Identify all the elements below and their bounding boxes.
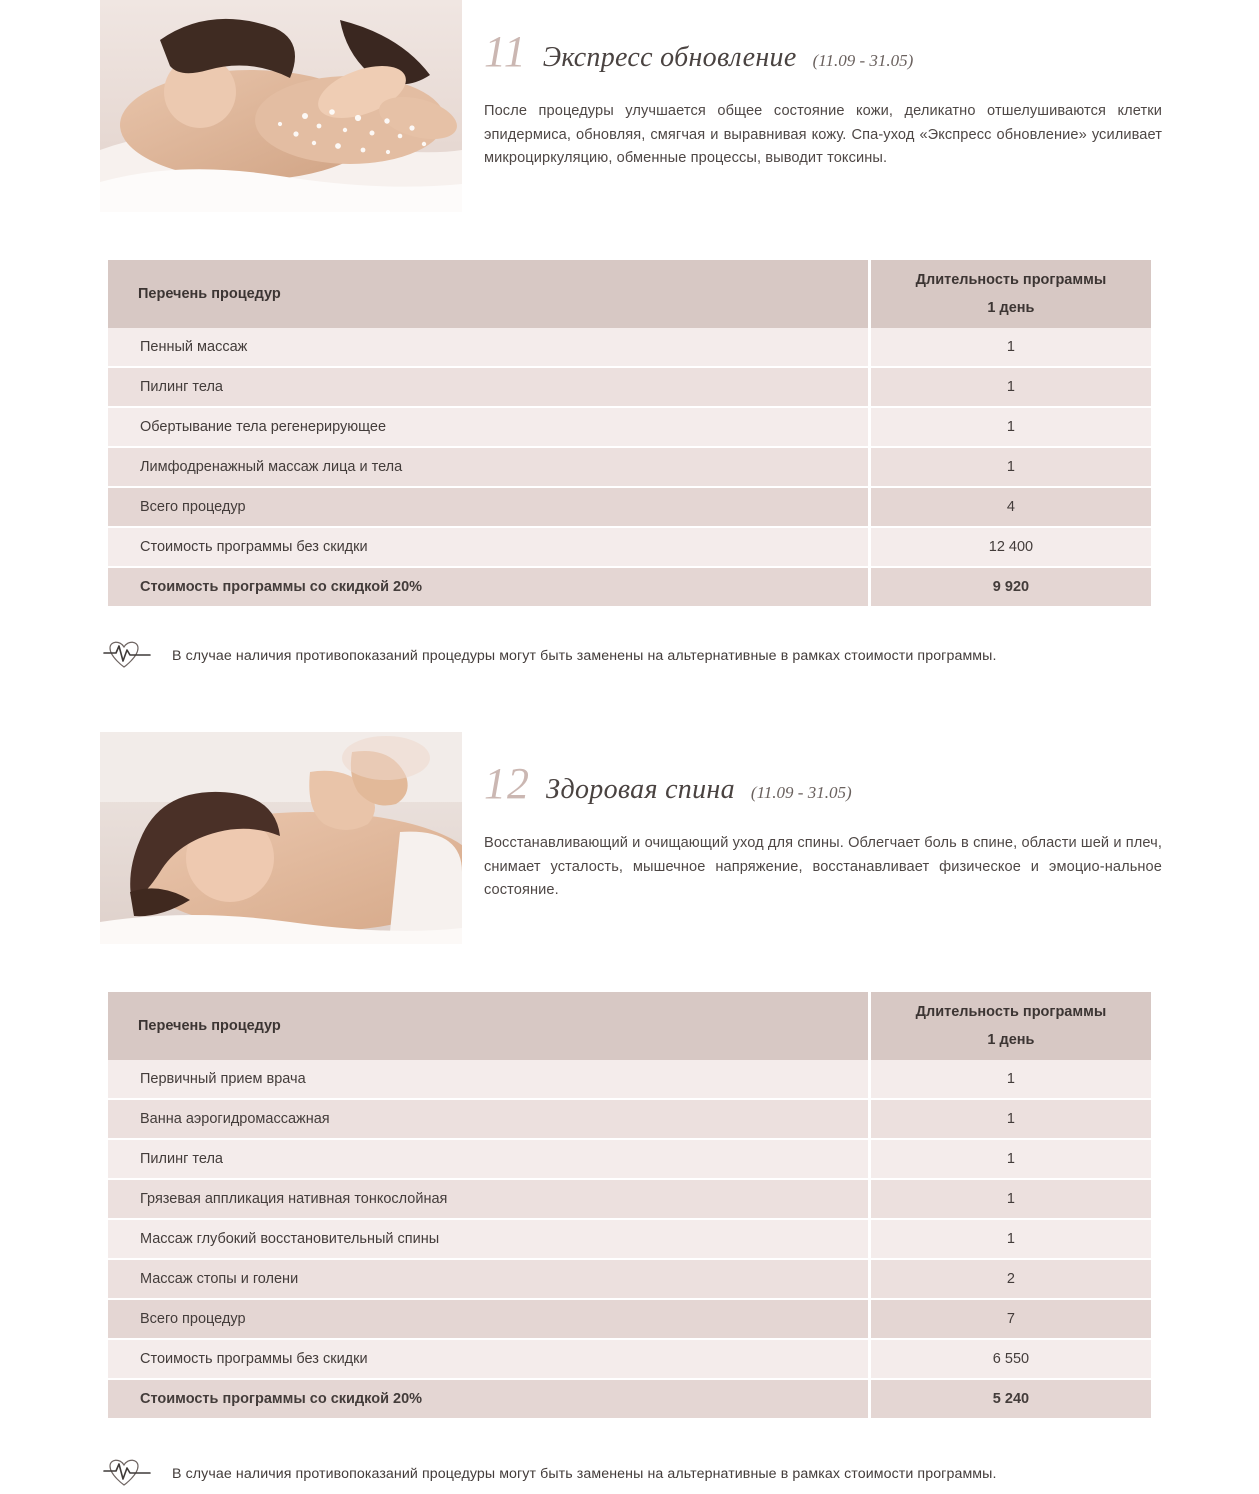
price-value: 12 400 xyxy=(869,527,1151,567)
procedure-count: 1 xyxy=(869,1179,1151,1219)
procedure-count: 1 xyxy=(869,1139,1151,1179)
procedure-name: Массаж стопы и голени xyxy=(108,1259,869,1299)
disclaimer-text: В случае наличия противопоказаний процедуры могут быть заменены на альтернативные в рамках стоимости программы. xyxy=(172,648,997,664)
procedure-name: Лимфодренажный массаж лица и тела xyxy=(108,447,869,487)
discount-value: 9 920 xyxy=(869,567,1151,606)
procedure-count: 1 xyxy=(869,1219,1151,1259)
table-row xyxy=(108,447,1151,487)
table-row xyxy=(108,1139,1151,1179)
disclaimer-note-12 xyxy=(100,1454,1259,1494)
disclaimer-note-11 xyxy=(100,636,1259,676)
col-duration-sub: 1 день xyxy=(869,1026,1151,1060)
procedure-count: 1 xyxy=(869,367,1151,407)
program-title-line xyxy=(484,27,1162,76)
col-procedures: Перечень процедур xyxy=(108,260,869,328)
table-row xyxy=(108,1099,1151,1139)
table-row xyxy=(108,1060,1151,1099)
table-row xyxy=(108,1179,1151,1219)
table-row-price xyxy=(108,527,1151,567)
table-row xyxy=(108,1219,1151,1259)
procedure-name: Пилинг тела xyxy=(108,367,869,407)
program-number: 12 xyxy=(484,759,530,808)
procedures-table xyxy=(108,260,1151,606)
procedures-table xyxy=(108,992,1151,1418)
table-row-price xyxy=(108,1339,1151,1379)
page-title: Экспресс обновление xyxy=(542,42,797,73)
procedures-table-wrap-12 xyxy=(108,992,1151,1418)
table-header-row xyxy=(108,260,1151,294)
heartbeat-icon xyxy=(100,1454,162,1494)
table-row xyxy=(108,328,1151,367)
procedure-count: 1 xyxy=(869,407,1151,447)
program-description: Восстанавливающий и очищающий уход для спины. Облегчает боль в спине, области шей и плеч, снимает усталость, мышечное напряжение, восстанавливает физическое и эмоцио-нальное состояние. xyxy=(484,835,1162,899)
price-label: Стоимость программы без скидки xyxy=(108,527,869,567)
table-row-total xyxy=(108,1299,1151,1339)
table-row-total xyxy=(108,487,1151,527)
program-header xyxy=(0,732,1259,944)
disclaimer-text: В случае наличия противопоказаний процедуры могут быть заменены на альтернативные в рамках стоимости программы. xyxy=(172,1466,997,1482)
price-value: 6 550 xyxy=(869,1339,1151,1379)
table-row-discount xyxy=(108,1379,1151,1418)
col-procedures: Перечень процедур xyxy=(108,992,869,1060)
procedure-count: 2 xyxy=(869,1259,1151,1299)
program-block-11 xyxy=(0,0,1259,676)
page-title: Здоровая спина xyxy=(546,774,735,805)
total-value: 4 xyxy=(869,487,1151,527)
col-duration-sub: 1 день xyxy=(869,294,1151,328)
program-photo-12 xyxy=(100,732,462,944)
discount-value: 5 240 xyxy=(869,1379,1151,1418)
col-duration: Длительность программы xyxy=(869,260,1151,294)
table-row xyxy=(108,407,1151,447)
total-value: 7 xyxy=(869,1299,1151,1339)
program-dates: (11.09 - 31.05) xyxy=(750,783,852,802)
procedure-name: Обертывание тела регенерирующее xyxy=(108,407,869,447)
table-row xyxy=(108,1259,1151,1299)
heartbeat-icon xyxy=(100,636,162,676)
program-block-12 xyxy=(0,732,1259,1494)
section-spacer xyxy=(0,676,1259,732)
program-head-text xyxy=(462,732,1162,903)
program-head-text xyxy=(462,0,1162,171)
program-description: После процедуры улучшается общее состояние кожи, деликатно отшелушиваются клетки эпидермиса, обновляя, смягчая и выравнивая кожу. Спа-уход «Экспресс обновление» усиливает микроциркуляцию, обменные процессы, выводит токсины. xyxy=(484,103,1162,167)
procedure-name: Грязевая аппликация нативная тонкослойная xyxy=(108,1179,869,1219)
procedure-count: 1 xyxy=(869,328,1151,367)
procedure-name: Массаж глубокий восстановительный спины xyxy=(108,1219,869,1259)
procedures-table-wrap-11 xyxy=(108,260,1151,606)
procedure-name: Пенный массаж xyxy=(108,328,869,367)
procedure-name: Первичный прием врача xyxy=(108,1060,869,1099)
table-row xyxy=(108,367,1151,407)
discount-label: Стоимость программы со скидкой 20% xyxy=(108,1379,869,1418)
table-row-discount xyxy=(108,567,1151,606)
program-header xyxy=(0,0,1259,212)
procedure-count: 1 xyxy=(869,447,1151,487)
table-header-row xyxy=(108,992,1151,1026)
price-label: Стоимость программы без скидки xyxy=(108,1339,869,1379)
program-dates: (11.09 - 31.05) xyxy=(812,51,914,70)
total-label: Всего процедур xyxy=(108,487,869,527)
procedure-name: Пилинг тела xyxy=(108,1139,869,1179)
program-photo-11 xyxy=(100,0,462,212)
procedure-name: Ванна аэрогидромассажная xyxy=(108,1099,869,1139)
program-title-line xyxy=(484,759,1162,808)
procedure-count: 1 xyxy=(869,1060,1151,1099)
discount-label: Стоимость программы со скидкой 20% xyxy=(108,567,869,606)
program-number: 11 xyxy=(484,27,527,76)
total-label: Всего процедур xyxy=(108,1299,869,1339)
procedure-count: 1 xyxy=(869,1099,1151,1139)
col-duration: Длительность программы xyxy=(869,992,1151,1026)
